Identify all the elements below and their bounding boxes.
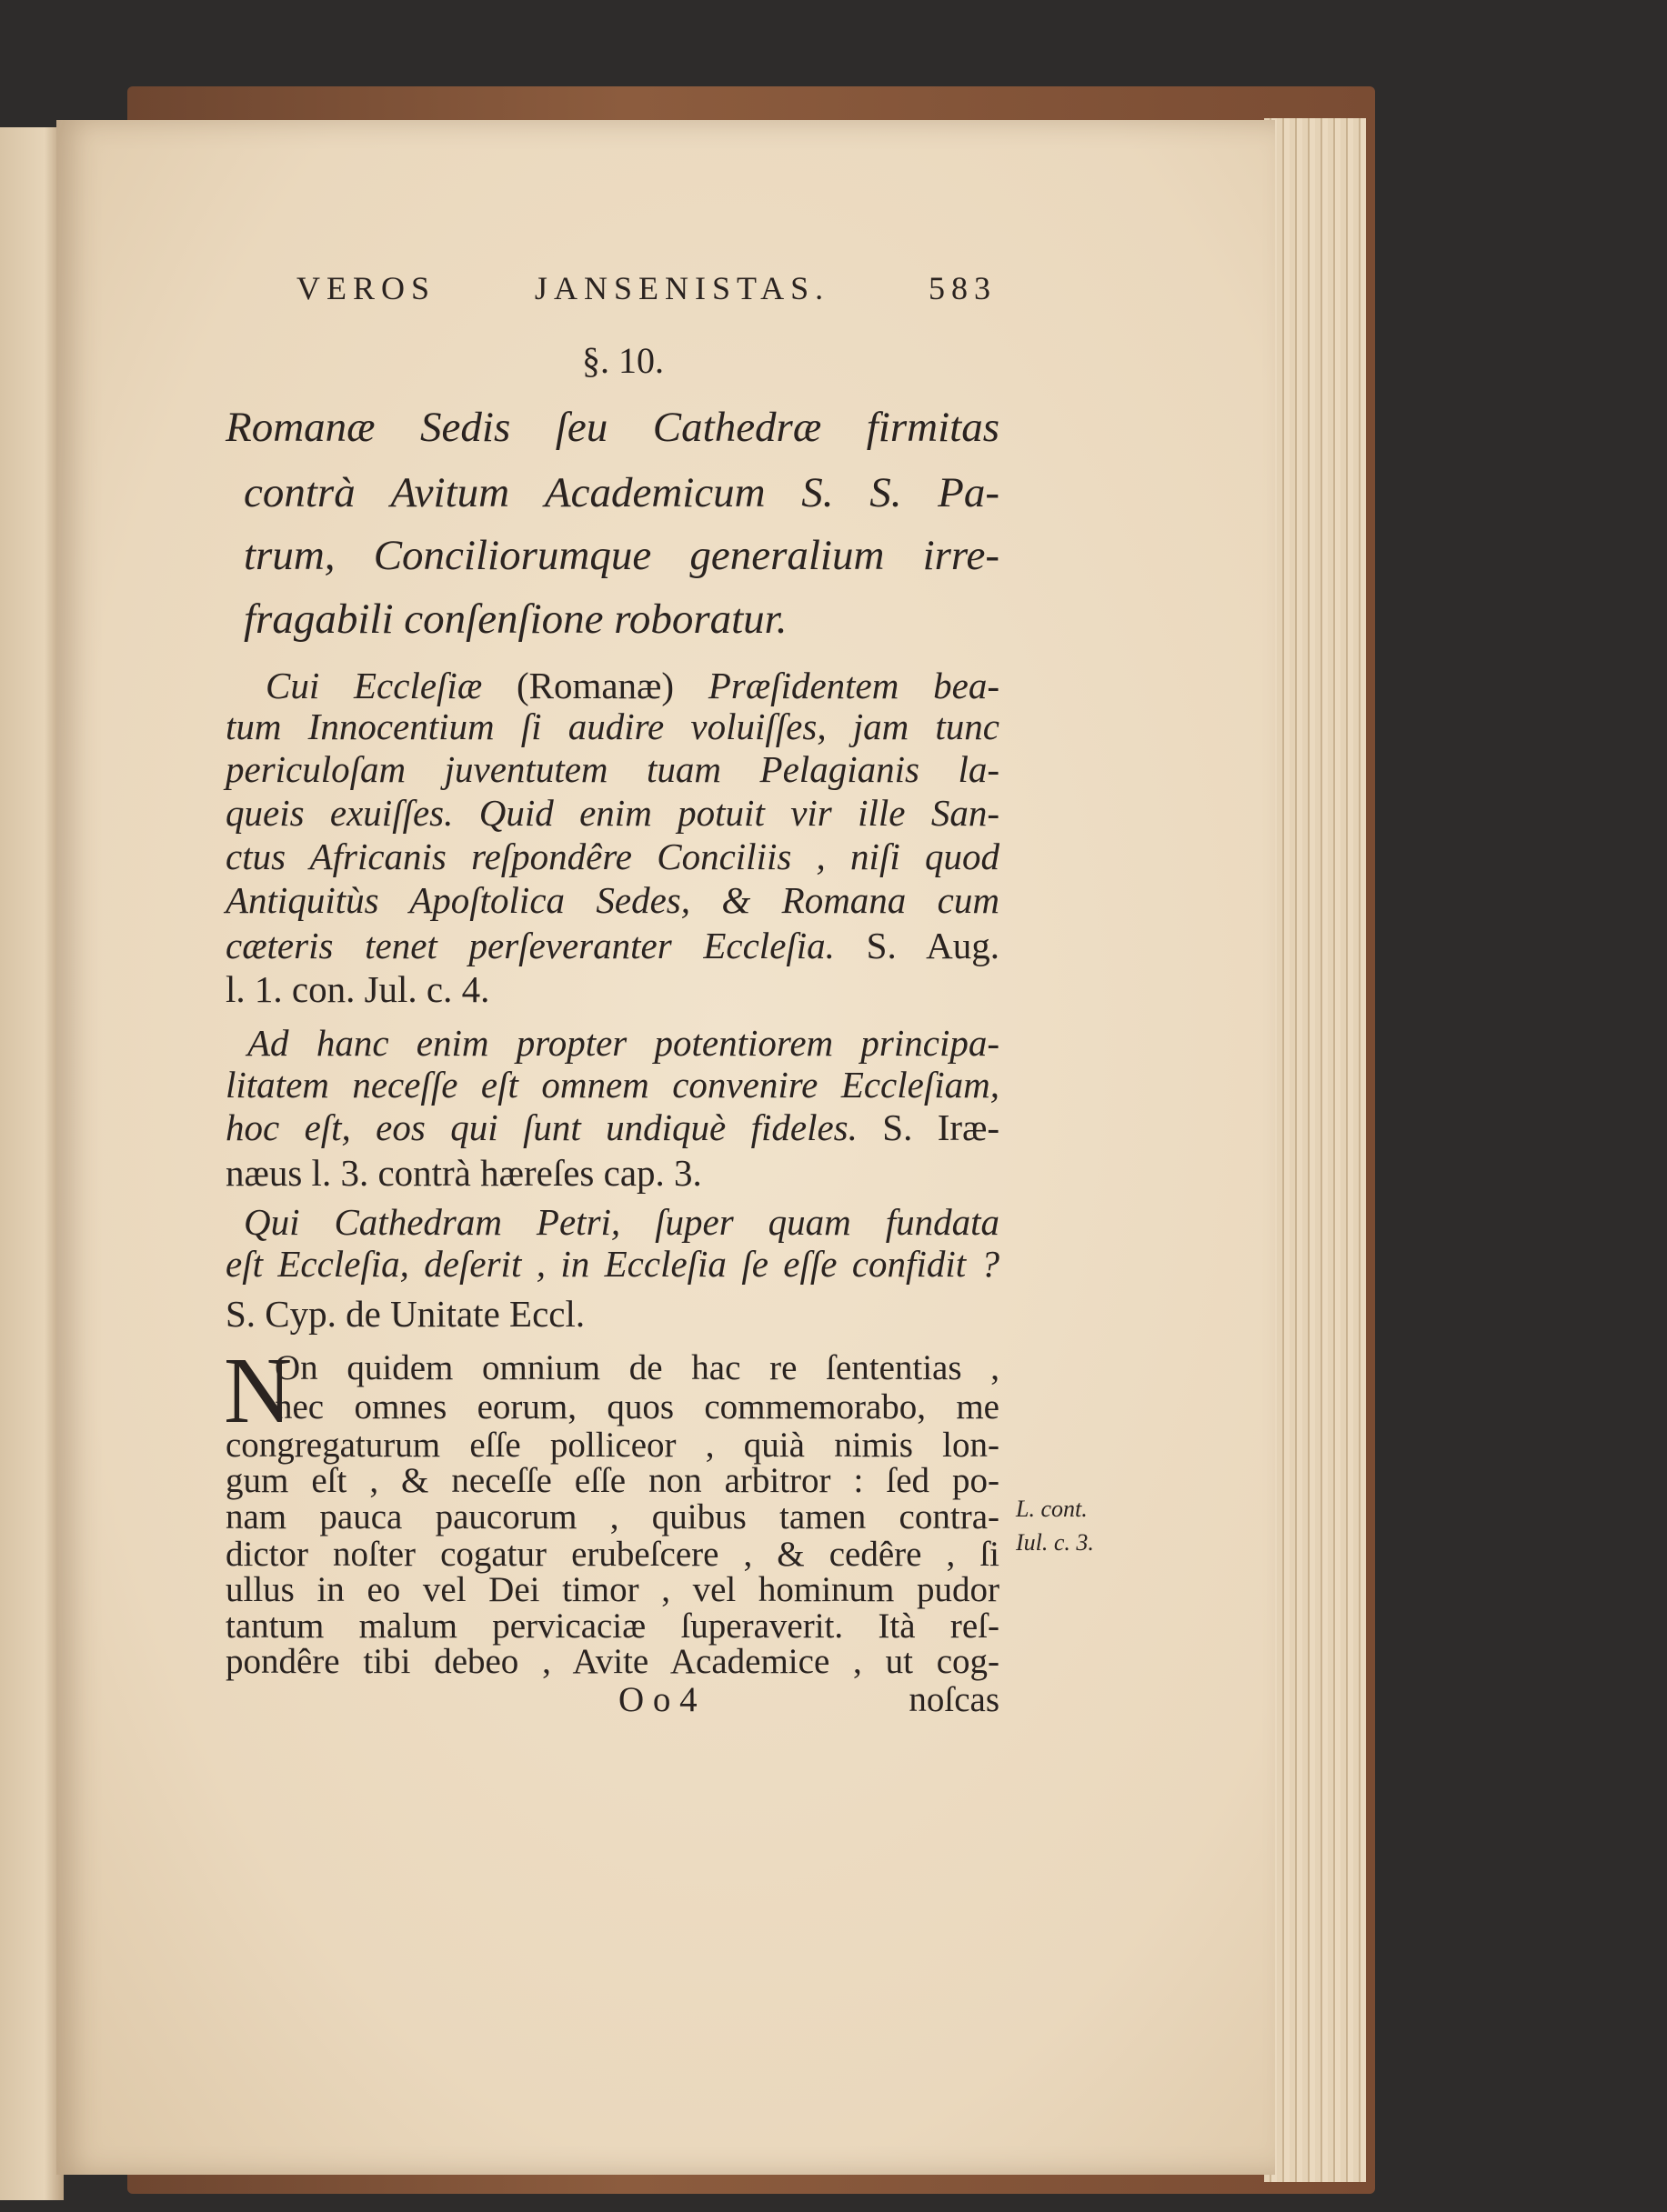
quote-text: Qui Cathedram Petri, ſuper quam fundata: [244, 1201, 999, 1243]
heading-line: Romanæ Sedis ſeu Cathedræ firmitas: [226, 404, 999, 451]
margin-note-line: Iul. c. 3.: [1016, 1529, 1094, 1556]
body-line: nec omnes eorum, quos commemorabo, me: [275, 1387, 999, 1426]
quote-line: [247, 1021, 999, 1065]
quote-line: [226, 878, 999, 922]
quote-line: [226, 1106, 999, 1149]
quote-text: cæteris tenet perſeveranter Eccleſia.: [226, 925, 867, 966]
citation-text: S. Aug.: [866, 925, 999, 966]
margin-note-line: L. cont.: [1016, 1496, 1088, 1522]
quote-text: queis exuiſſes. Quid enim potuit vir ille San-: [226, 792, 999, 834]
quote-text: eſt Eccleſia, deſerit , in Eccleſia ſe eſſe confidit ?: [226, 1243, 999, 1285]
quote-text: hoc eſt, eos qui ſunt undiquè fideles.: [226, 1106, 883, 1148]
quote-text: Præſidentem bea-: [708, 665, 999, 706]
quote-line: [266, 664, 999, 707]
quote-text: Antiquitùs Apoſtolica Sedes, & Romana cum: [226, 879, 999, 921]
quote-line: [226, 967, 999, 1011]
quote-line: [226, 747, 999, 791]
quote-line: [226, 1292, 999, 1336]
quote-text: Ad hanc enim propter potentiorem principa-: [247, 1022, 999, 1064]
quote-line: [226, 924, 999, 967]
signature-mark: O o 4: [618, 1680, 698, 1719]
quote-text: periculoſam juventutem tuam Pelagianis la-: [226, 748, 999, 790]
body-line: ullus in eo vel Dei timor , vel hominum pudor: [226, 1570, 999, 1609]
quote-line: [226, 835, 999, 878]
running-head-title: VEROS JANSENISTAS.: [296, 270, 830, 306]
page-fore-edges: [1264, 118, 1366, 2182]
heading-line: contrà Avitum Academicum S. S. Pa-: [244, 469, 999, 516]
quote-line: [226, 1063, 999, 1106]
body-line: On quidem omnium de hac re ſententias ,: [275, 1348, 999, 1387]
body-line: nam pauca paucorum , quibus tamen contra-: [226, 1497, 999, 1536]
quote-text: tum Innocentium ſi audire voluiſſes, jam tunc: [226, 706, 999, 747]
citation-text: l. 1. con. Jul. c. 4.: [226, 968, 490, 1010]
facing-page-edge: [0, 127, 64, 2200]
page-number: 583: [929, 270, 998, 306]
quote-line: [226, 791, 999, 835]
quote-text: Cui Eccleſiæ: [266, 665, 517, 706]
body-line: gum eſt , & neceſſe eſſe non arbitror : ſed po-: [226, 1461, 999, 1500]
citation-text: S. Cyp. de Unitate Eccl.: [226, 1293, 586, 1335]
drop-cap: N: [224, 1338, 293, 1443]
body-line: tantum malum pervicaciæ ſuperaverit. Ità reſ-: [226, 1606, 999, 1646]
quote-text: ctus Africanis reſpondêre Conciliis , niſi quod: [226, 836, 999, 877]
quote-text: litatem neceſſe eſt omnem convenire Eccleſiam,: [226, 1064, 999, 1106]
quote-line: [226, 1242, 999, 1286]
catchword: noſcas: [909, 1680, 999, 1719]
heading-line: fragabili conſenſione roboratur.: [244, 596, 788, 643]
citation-text: (Romanæ): [516, 665, 708, 706]
citation-text: næus l. 3. contrà hæreſes cap. 3.: [226, 1152, 702, 1194]
quote-line: [226, 705, 999, 748]
running-head: [296, 269, 997, 307]
quote-line: [226, 1151, 999, 1195]
quote-line: [244, 1200, 999, 1244]
heading-line: trum, Conciliorumque generalium irre-: [244, 532, 999, 579]
citation-text: S. Iræ-: [882, 1106, 1000, 1148]
section-number: §. 10.: [582, 340, 664, 381]
body-line: dictor noſter cogatur erubeſcere , & cedêre , ſi: [226, 1535, 999, 1574]
body-line: congregaturum eſſe polliceor , quià nimis lon-: [226, 1426, 999, 1465]
body-line: pondêre tibi debeo , Avite Academice , ut cog-: [226, 1642, 999, 1681]
